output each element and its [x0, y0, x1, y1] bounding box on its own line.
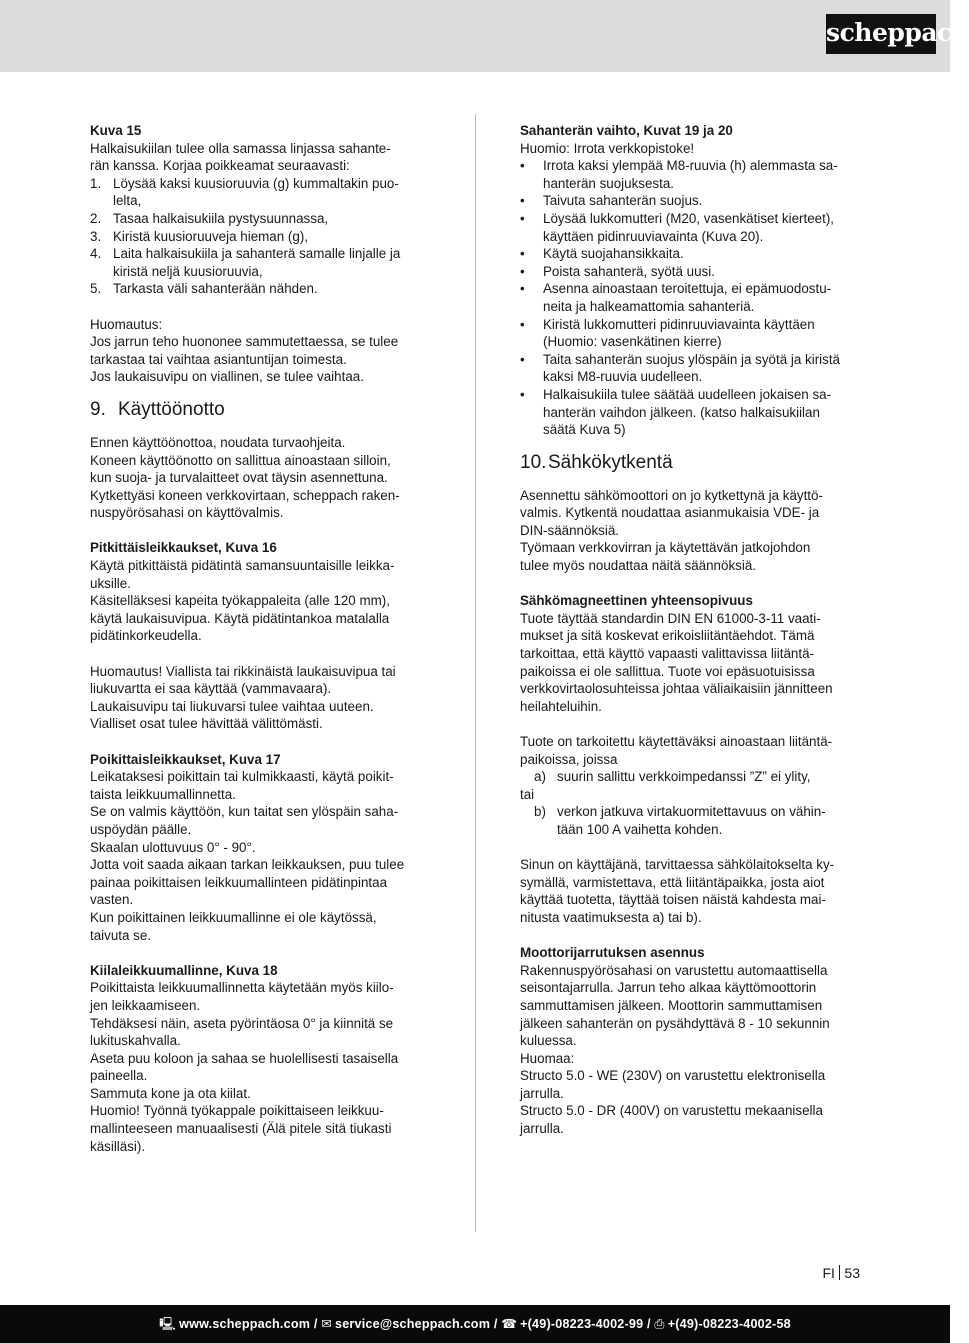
text-line: tulee myös noudattaa näitä säännöksiä. [520, 558, 756, 574]
list-item: 3. Kiristä kuusioruuveja hieman (g), [90, 228, 308, 244]
text-line: symällä, varmistettava, että liitäntäpaikka, josta aiot [520, 874, 825, 890]
section-9-heading: 9. Käyttöönotto [90, 398, 225, 420]
envelope-icon: ✉ [321, 1317, 333, 1331]
text-line: valmis. Kytkentä noudattaa asianmukaisia VDE- ja [520, 505, 820, 521]
column-divider [475, 114, 476, 1232]
list-item: • Halkaisukiila tulee säätää uudelleen jokaisen sa- hanterän vaihdon jälkeen. (katso halkaisukiilan säätä Kuva 5) [520, 386, 832, 438]
text-line: painaa poikittaisen leikkuumallinteen pidätinpintaa [90, 874, 388, 890]
text-line: taista leikkuumallinnetta. [90, 786, 236, 802]
text-line: Structo 5.0 - DR (400V) on varustettu mekaanisella [520, 1103, 823, 1119]
warning-line: Vialliset osat tulee hävittää välittömästi. [90, 716, 323, 732]
kuva15-intro-line: Halkaisukiilan tulee olla samassa linjassa sahante- [90, 140, 391, 156]
page-number [822, 1265, 860, 1281]
text-line: Koneen käyttöönotto on sallittua ainoastaan silloin, [90, 452, 391, 468]
kuva15-steps [90, 175, 430, 298]
list-item: 4. Laita halkaisukiila ja sahanterä samalle linjalle ja kiristä neljä kuusioruuvia, [90, 246, 401, 279]
text-line: nitusta vaatimuksesta a) tai b). [520, 909, 702, 925]
text-line: Tuote täyttää standardin DIN EN 61000-3-11 vaati- [520, 610, 821, 626]
text-line: lukituskahvalla. [90, 1033, 181, 1049]
text-line: jarrulla. [520, 1085, 564, 1101]
text-line: pidätinkorkeudella. [90, 628, 202, 644]
text-line: Huomio: Irrota verkkopistoke! [520, 140, 695, 156]
text-line: käsilläsi). [90, 1138, 146, 1154]
right-column [520, 122, 860, 1138]
footer-bar [0, 1305, 950, 1343]
text-line: mallinteeseen manuaalisesti (Älä pitele sitä tiukasti [90, 1121, 392, 1137]
text-line: kun suoja- ja turvalaitteet ovat täysin asennettuna. [90, 470, 388, 486]
warning-line: Laukaisuvipu tai liukuvarsi tulee vaihtaa uuteen. [90, 698, 374, 714]
text-line: jälkeen sahanterän on pysähdyttävä 8 - 10 sekunnin [520, 1015, 830, 1031]
fax-icon: ⎙ [654, 1317, 665, 1331]
note-line: Jos laukaisuvipu on viallinen, se tulee vaihtaa. [90, 369, 364, 385]
text-line: Leikataksesi poikittain tai kulmikkaasti, käytä poikit- [90, 769, 394, 785]
list-item: 1. Löysää kaksi kuusioruuvia (g) kummaltakin puo- lelta, [90, 175, 399, 209]
vaihto-bullets [520, 157, 860, 439]
text-line: Sammuta kone ja ota kiilat. [90, 1085, 251, 1101]
text-line: Asennettu sähkömoottori on jo kytkettynä ja käyttö- [520, 487, 823, 503]
text-line: vasten. [90, 892, 134, 908]
brake-heading: Moottorijarrutuksen asennus [520, 945, 705, 961]
header-bar [0, 0, 969, 72]
text-line: paineella. [90, 1068, 148, 1084]
text-line: Tuote on tarkoitettu käytettäväksi ainoastaan liitäntä- [520, 734, 833, 749]
note-line: tarkastaa tai vaihtaa asiantuntijan toimesta. [90, 351, 347, 367]
page-number-value: 53 [844, 1265, 860, 1281]
text-line: Huomio! Työnnä työkappale poikittaiseen leikkuu- [90, 1103, 384, 1119]
condition-a: a) suurin sallittu verkkoimpedanssi ”Z” ei ylity, [534, 769, 811, 785]
list-item: • Käytä suojahansikkaita. [520, 246, 684, 262]
email-link[interactable]: service@scheppach.com [335, 1317, 491, 1331]
text-line: Käsitelläksesi kapeita työkappaleita (alle 120 mm), [90, 593, 390, 609]
pitkittais-heading: Pitkittäisleikkaukset, Kuva 16 [90, 540, 277, 556]
text-line: Työmaan verkkovirran ja käytettävän jatkojohdon [520, 540, 811, 556]
note-line: Huomautus: [90, 316, 163, 332]
text-line: Käytä pitkittäistä pidätintä samansuuntaisille leikka- [90, 558, 395, 574]
text-line: nuspyörösahasi on käyttövalmis. [90, 505, 284, 521]
text-line: jarrulla. [520, 1121, 564, 1137]
text-line: tai [520, 786, 535, 802]
text-line: Ennen käyttöönottoa, noudata turvaohjeita. [90, 434, 346, 450]
poikittais-heading: Poikittaisleikkaukset, Kuva 17 [90, 751, 281, 767]
section-10-heading: 10.Sähkökytkentä [520, 451, 673, 473]
text-line: Structo 5.0 - WE (230V) on varustettu elektronisella [520, 1068, 826, 1084]
list-item: • Poista sahanterä, syötä uusi. [520, 263, 715, 279]
text-line: mukset ja sitä koskevat erikoisliitäntäehdot. Tämä [520, 628, 815, 644]
text-line: sammuttamisen jälkeen. Moottorin sammuttamisen [520, 997, 823, 1013]
computer-icon: 🖳 [159, 1317, 177, 1331]
kuva15-intro-line: rän kanssa. Korjaa poikkeamat seuraavasti: [90, 158, 350, 174]
text-line: Aseta puu koloon ja sahaa se huolellisesti tasaisella [90, 1050, 399, 1066]
text-line: seisontajarrulla. Jarrun teho alkaa käyttömoottorin [520, 980, 817, 996]
list-item: • Löysää lukkomutteri (M20, vasenkätiset kierteet), käyttäen pidinruuviavainta (Kuva 20). [520, 210, 834, 244]
text-line: Jotta voit saada aikaan tarkan leikkauksen, puu tulee [90, 857, 405, 873]
text-line: tarkoittaa, että käyttö vapaasti valittavissa liitäntä- [520, 646, 814, 662]
fax-number: +(49)-08223-4002-58 [667, 1317, 791, 1331]
list-item: 5. Tarkasta väli sahanterään nähden. [90, 281, 318, 297]
phone-icon: ☎ [501, 1317, 518, 1331]
text-line: uspöydän päälle. [90, 821, 192, 837]
text-line: kuluessa. [520, 1033, 577, 1049]
text-line: käytä laukaisuvipua. Käytä pidätintankoa matalalla [90, 610, 390, 626]
text-line: Tehdäksesi näin, aseta pyörintäosa 0° ja kiinnitä se [90, 1015, 394, 1031]
list-item: • Irrota kaksi ylempää M8-ruuvia (h) alemmasta sa- hanterän suojuksesta. [520, 158, 838, 191]
left-column [90, 122, 430, 1155]
scheppach-logo: scheppach [826, 14, 936, 54]
text-line: verkkovirtaolosuhteissa johtaa väliaikaisiin jännitteen [520, 681, 833, 697]
text-line: uksille. [90, 575, 131, 591]
text-line: Huomaa: [520, 1050, 575, 1066]
text-line: Sinun on käyttäjänä, tarvittaessa sähkölaitokselta ky- [520, 857, 835, 873]
language-code: FI [822, 1265, 835, 1281]
text-line: Kun poikittainen leikkuumallinne ei ole käytössä, [90, 909, 377, 925]
list-item: • Asenna ainoastaan teroitettuja, ei epämuodostu- neita ja halkeamattomia sahanteriä. [520, 281, 832, 314]
warning-line: Huomautus! Viallista tai rikkinäistä laukaisuvipua tai [90, 663, 396, 679]
vaihto-heading: Sahanterän vaihto, Kuvat 19 ja 20 [520, 123, 733, 138]
text-line: Se on valmis käyttöön, kun taitat sen ylöspäin saha- [90, 804, 399, 820]
text-line: Poikittaista leikkuumallinnetta käytetään myös kiilo- [90, 980, 394, 996]
text-line: Kytkettyäsi koneen verkkovirtaan, scheppach raken- [90, 487, 400, 503]
text-line: jen leikkaamiseen. [90, 997, 201, 1013]
text-line: käyttää tuotetta, täyttää toisen näistä kahdesta mai- [520, 892, 826, 908]
text-line: DIN-säännöksiä. [520, 522, 619, 538]
footer-separator: / [493, 1317, 498, 1331]
text-line: taivuta se. [90, 927, 152, 943]
list-item: • Taita sahanterän suojus ylöspäin ja syötä ja kiristä kaksi M8-ruuvia uudelleen. [520, 351, 840, 385]
list-item: • Taivuta sahanterän suojus. [520, 193, 703, 209]
text-line: heilahteluihin. [520, 698, 602, 714]
list-item: 2. Tasaa halkaisukiila pystysuunnassa, [90, 210, 329, 226]
condition-b: b) verkon jatkuva virtakuormitettavuus on vähin- tään 100 A vaihetta kohden. [534, 804, 826, 837]
text-line: paikoissa, joissa [520, 751, 618, 767]
kiila-heading: Kiilaleikkuumallinne, Kuva 18 [90, 962, 278, 978]
kuva15-heading: Kuva 15 [90, 123, 142, 138]
phone-number: +(49)-08223-4002-99 [520, 1317, 644, 1331]
note-line: Jos jarrun teho huononee sammutettaessa, se tulee [90, 334, 399, 350]
footer-separator: / [647, 1317, 651, 1331]
footer-separator: / [313, 1317, 318, 1331]
emc-heading: Sähkömagneettinen yhteensopivuus [520, 593, 753, 609]
website-link[interactable]: www.scheppach.com [179, 1317, 311, 1331]
page-separator [839, 1265, 841, 1280]
text-line: paikoissa ei ole sallittua. Tuote voi epäsuotuisissa [520, 663, 815, 679]
warning-line: liukuvartta ei saa käyttää (vammavaara). [90, 681, 332, 697]
text-line: Rakennuspyörösahasi on varustettu automaattisella [520, 962, 828, 978]
list-item: • Kiristä lukkomutteri pidinruuviavainta käyttäen (Huomio: vasenkätinen kierre) [520, 316, 815, 350]
text-line: Skaalan ulottuvuus 0° - 90°. [90, 839, 256, 855]
